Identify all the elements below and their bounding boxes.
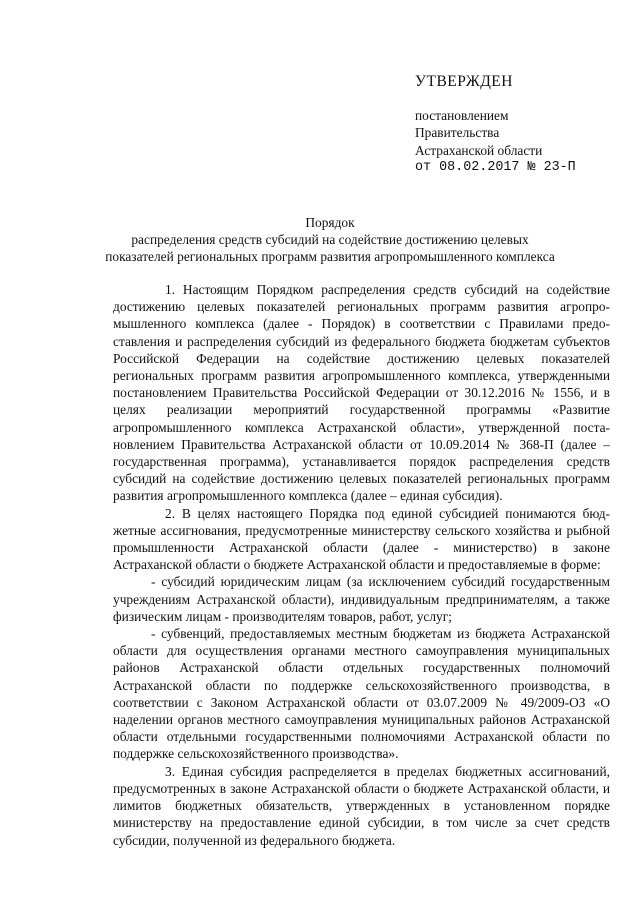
title-line-2: показателей региональных программ развития агропромышленного комплекса [105,249,555,265]
paragraph-1: 1. Настоящим Порядком распределения средств субсидий на содействие достижению целевых показателей региональных программ развития агропромышленного комплекса (далее - Порядок) в соответствии с Правилами предоставления и распределения субсидий из федерального бюджета бюджетам субъектов Российской Федерации на содействие достижению целевых показателей региональных программ развития агропромышленного комплекса, утвержденными постановлением Правительства Российской Федерации от 30.12.2016 № 1556, и в целях реализации мероприятий государственной программы «Развитие агропромышленного комплекса Астраханской области», утвержденной постановлением Правительства Астраханской области от 10.09.2014 № 368-П (далее – государственная программа), устанавливается порядок распределения средств субсидий на содействие достижению целевых показателей региональных программ развития агропромышленного комплекса (далее – единая субсидия). [113,282,610,504]
paragraph-2-item-2: - субвенций, предоставляемых местным бюджетам из бюджета Астраханской области для осуществления органами местного самоуправления муниципальных районов Астраханской области отдельных государственных полномочий Астраханской области по поддержке сельскохозяйственного производства, в соответствии с Законом Астраханской области от 03.07.2009 № 49/2009-ОЗ «О наделении органов местного самоуправления муниципальных районов Астраханской области отдельными государственными полномочиями Астраханской области по поддержке сельскохозяйственного производства». [113,626,610,762]
title-line-1: распределения средств субсидий на содействие достижению целевых [131,232,529,248]
document-title [100,214,560,266]
title-heading: Порядок [305,215,355,230]
approval-line-3: Астраханской области [415,142,543,158]
approval-line-2: Правительства [415,125,500,141]
document-body [113,281,610,849]
approval-line-1: постановлением [415,108,509,124]
paragraph-2: 2. В целях настоящего Порядка под единой субсидией понимаются бюджетные ассигнования, предусмотренные министерству сельского хозяйства и рыбной промышленности Астраханской области (далее - министерство) в законе Астраханской области о бюджете Астраханской области и предоставляемые в форме: [113,505,610,573]
approval-block [415,73,625,176]
approval-heading: УТВЕРЖДЕН [415,73,513,90]
paragraph-2-item-1: - субсидий юридическим лицам (за исключением субсидий государственным учреждениям Астраханской области), индивидуальным предпринимателям, а также физическим лицам - производителям товаров, работ, услуг; [113,574,610,624]
paragraph-3: 3. Единая субсидия распределяется в пределах бюджетных ассигнований, предусмотренных в законе Астраханской области о бюджете Астраханской области, и лимитов бюджетных обязательств, утвержденных в установленном порядке министерству на предоставление единой субсидии, в том числе за счет средств субсидии, полученной из федерального бюджета. [113,763,610,848]
approval-date-line: от 08.02.2017 № 23-П [415,159,576,175]
